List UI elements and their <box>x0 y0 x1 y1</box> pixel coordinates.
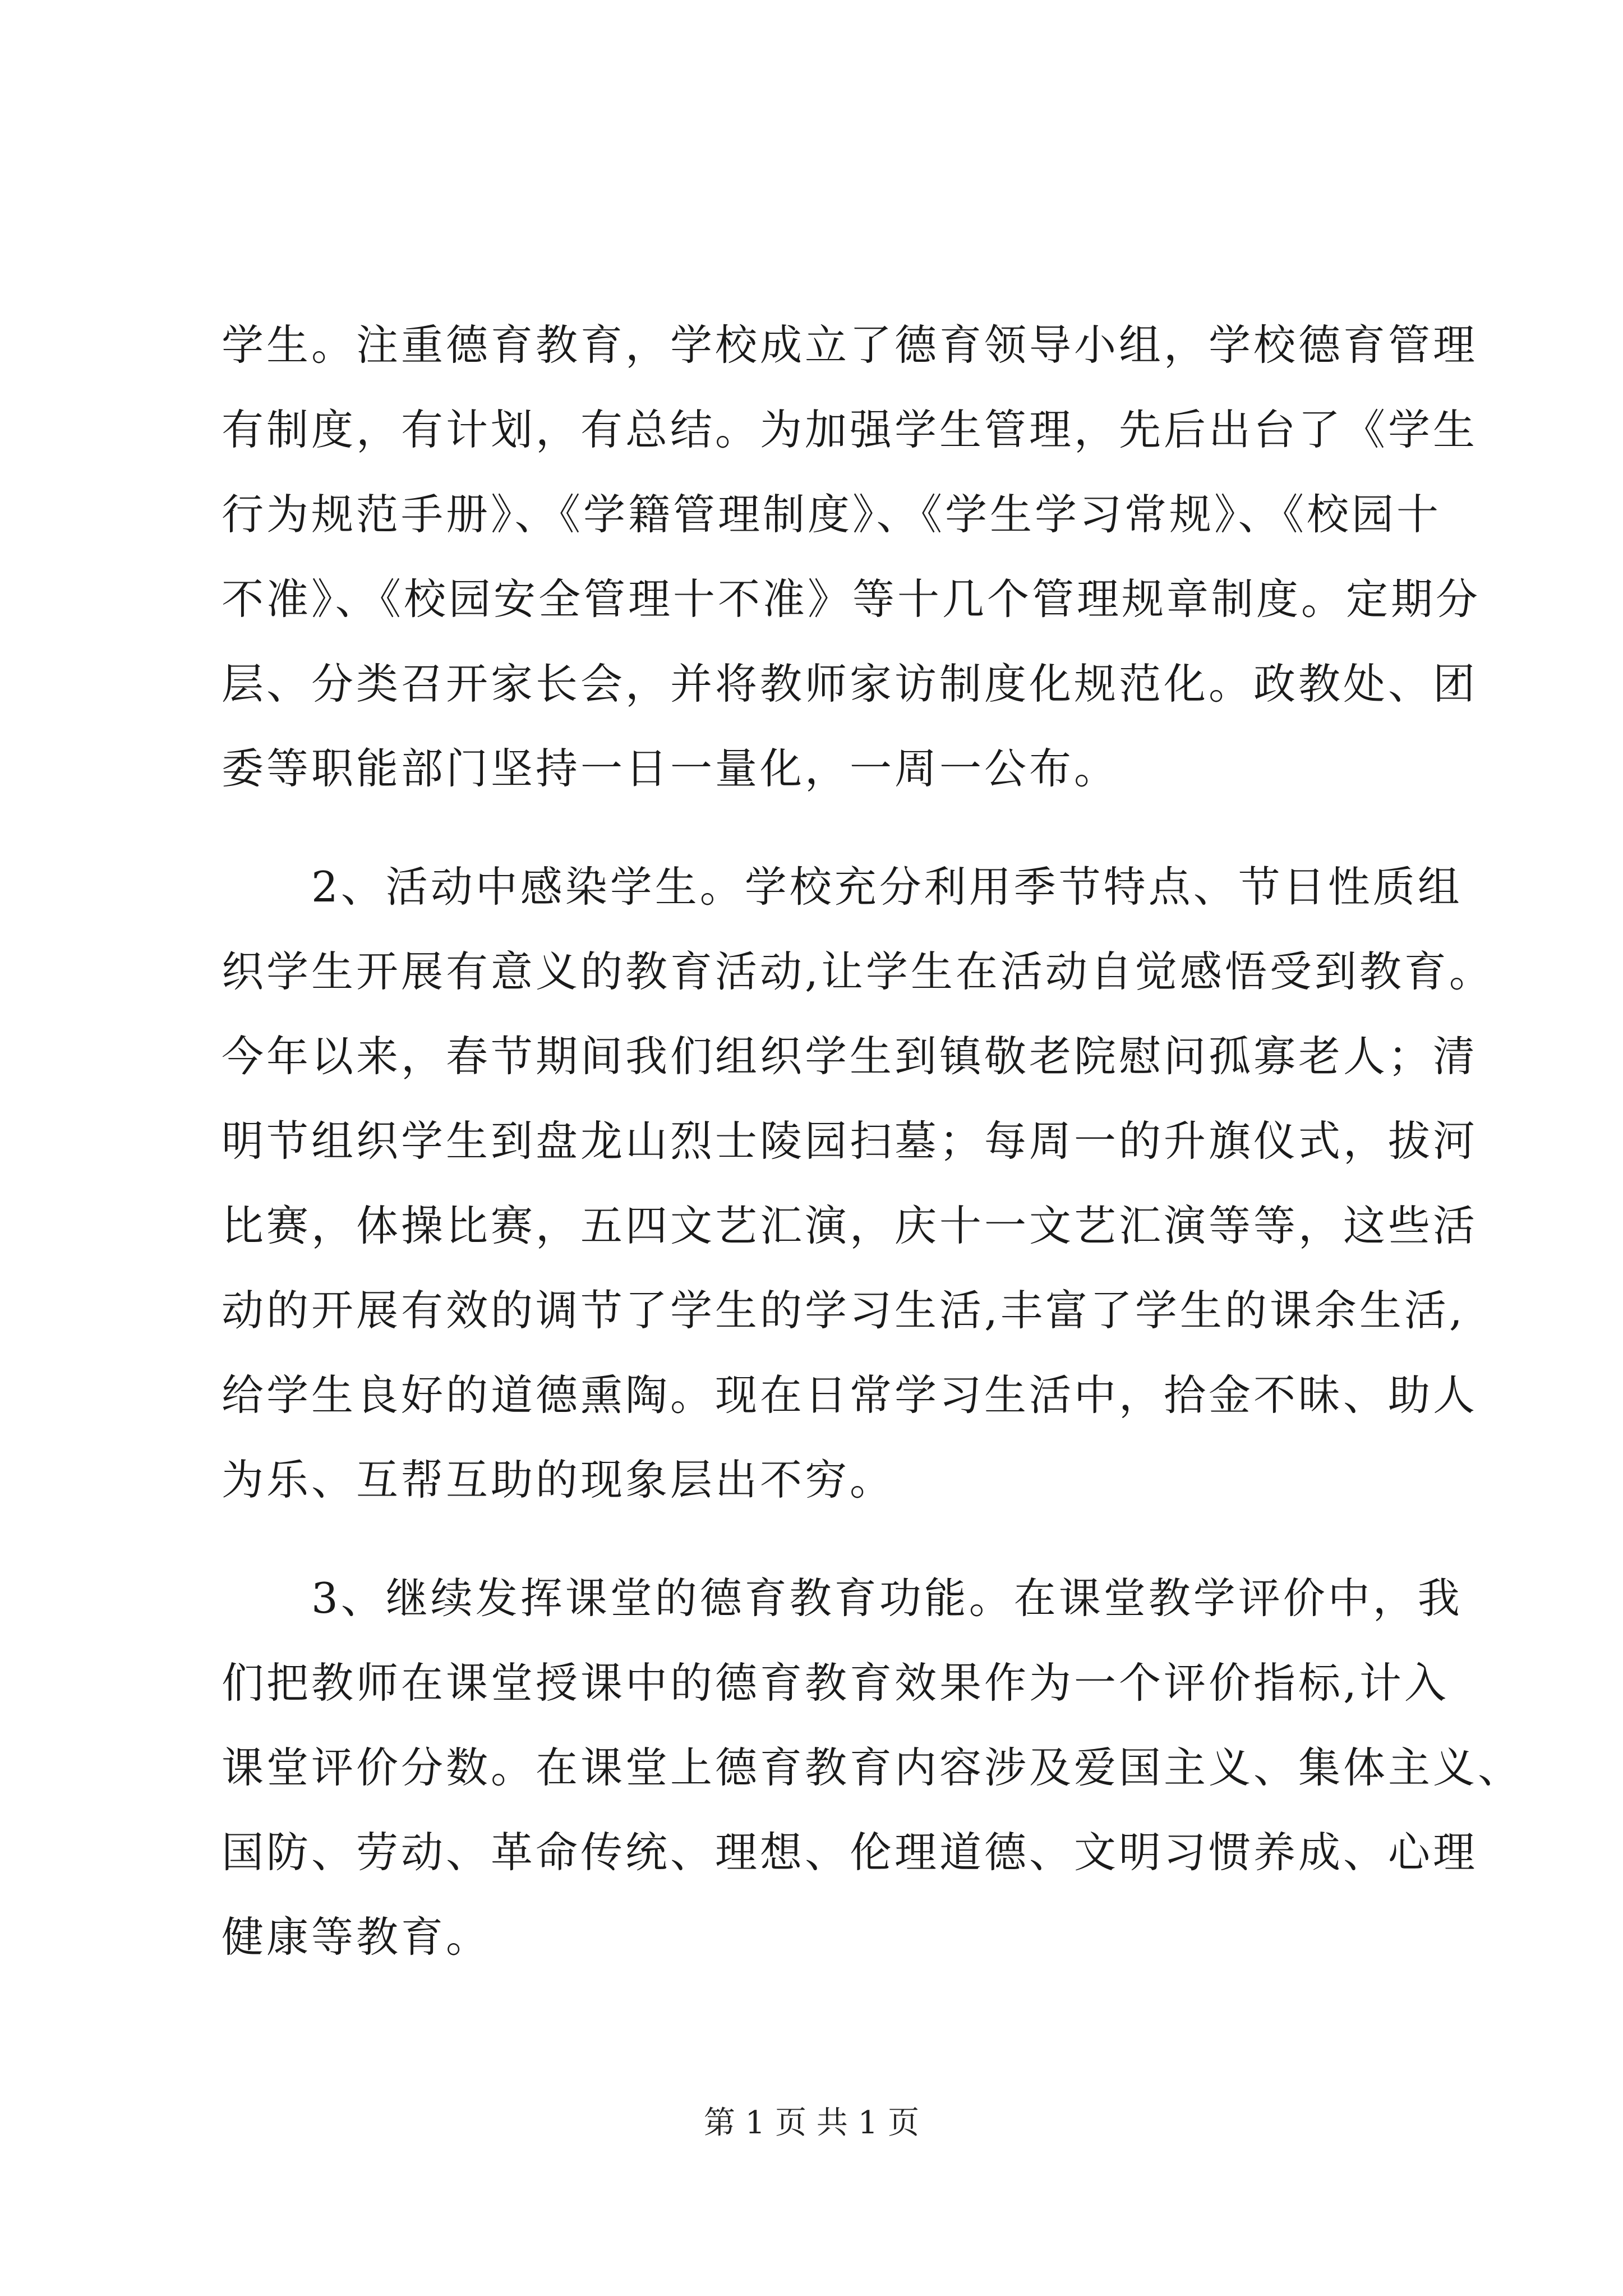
text-line: 动的开展有效的调节了学生的学习生活,丰富了学生的课余生活, <box>222 1286 1465 1335</box>
text-line: 国防、劳动、革命传统、理想、伦理道德、文明习惯养成、心理 <box>222 1828 1478 1877</box>
paragraph-3 <box>222 1556 1523 1980</box>
page-number-footer: 第 1 页 共 1 页 <box>703 2105 920 2141</box>
text-line: 明节组织学生到盘龙山烈士陵园扫墓；每周一的升旗仪式，拔河 <box>222 1116 1478 1166</box>
text-line: 委等职能部门坚持一日一量化，一周一公布。 <box>222 744 1119 793</box>
text-line: 给学生良好的道德熏陶。现在日常学习生活中，拾金不昧、助人 <box>222 1370 1478 1420</box>
text-line: 织学生开展有意义的教育活动,让学生在活动自觉感悟受到教育。 <box>222 947 1494 996</box>
text-line: 行为规范手册》、《学籍管理制度》、《学生学习常规》、《校园十 <box>222 490 1442 539</box>
paragraph-2 <box>222 845 1494 1522</box>
text-line: 3、继续发挥课堂的德育教育功能。在课堂教学评价中，我 <box>222 1573 1463 1623</box>
text-line: 层、分类召开家长会，并将教师家访制度化规范化。政教处、团 <box>222 659 1478 708</box>
document-body <box>222 303 1523 1980</box>
text-line: 不准》、《校园安全管理十不准》等十几个管理规章制度。定期分 <box>222 574 1481 624</box>
text-line: 有制度，有计划，有总结。为加强学生管理，先后出台了《学生 <box>222 405 1478 454</box>
text-line: 2、活动中感染学生。学校充分利用季节特点、节日性质组 <box>222 862 1463 912</box>
text-line: 健康等教育。 <box>222 1912 491 1962</box>
text-line: 为乐、互帮互助的现象层出不穷。 <box>222 1455 895 1504</box>
text-line: 课堂评价分数。在课堂上德育教育内容涉及爱国主义、集体主义、 <box>222 1743 1523 1792</box>
text-line: 们把教师在课堂授课中的德育教育效果作为一个评价指标,计入 <box>222 1658 1449 1708</box>
text-line: 学生。注重德育教育，学校成立了德育领导小组，学校德育管理 <box>222 320 1478 370</box>
paragraph-1 <box>222 303 1481 811</box>
text-line: 比赛，体操比赛，五四文艺汇演，庆十一文艺汇演等等，这些活 <box>222 1201 1478 1250</box>
text-line: 今年以来，春节期间我们组织学生到镇敬老院慰问孤寡老人；清 <box>222 1032 1478 1081</box>
